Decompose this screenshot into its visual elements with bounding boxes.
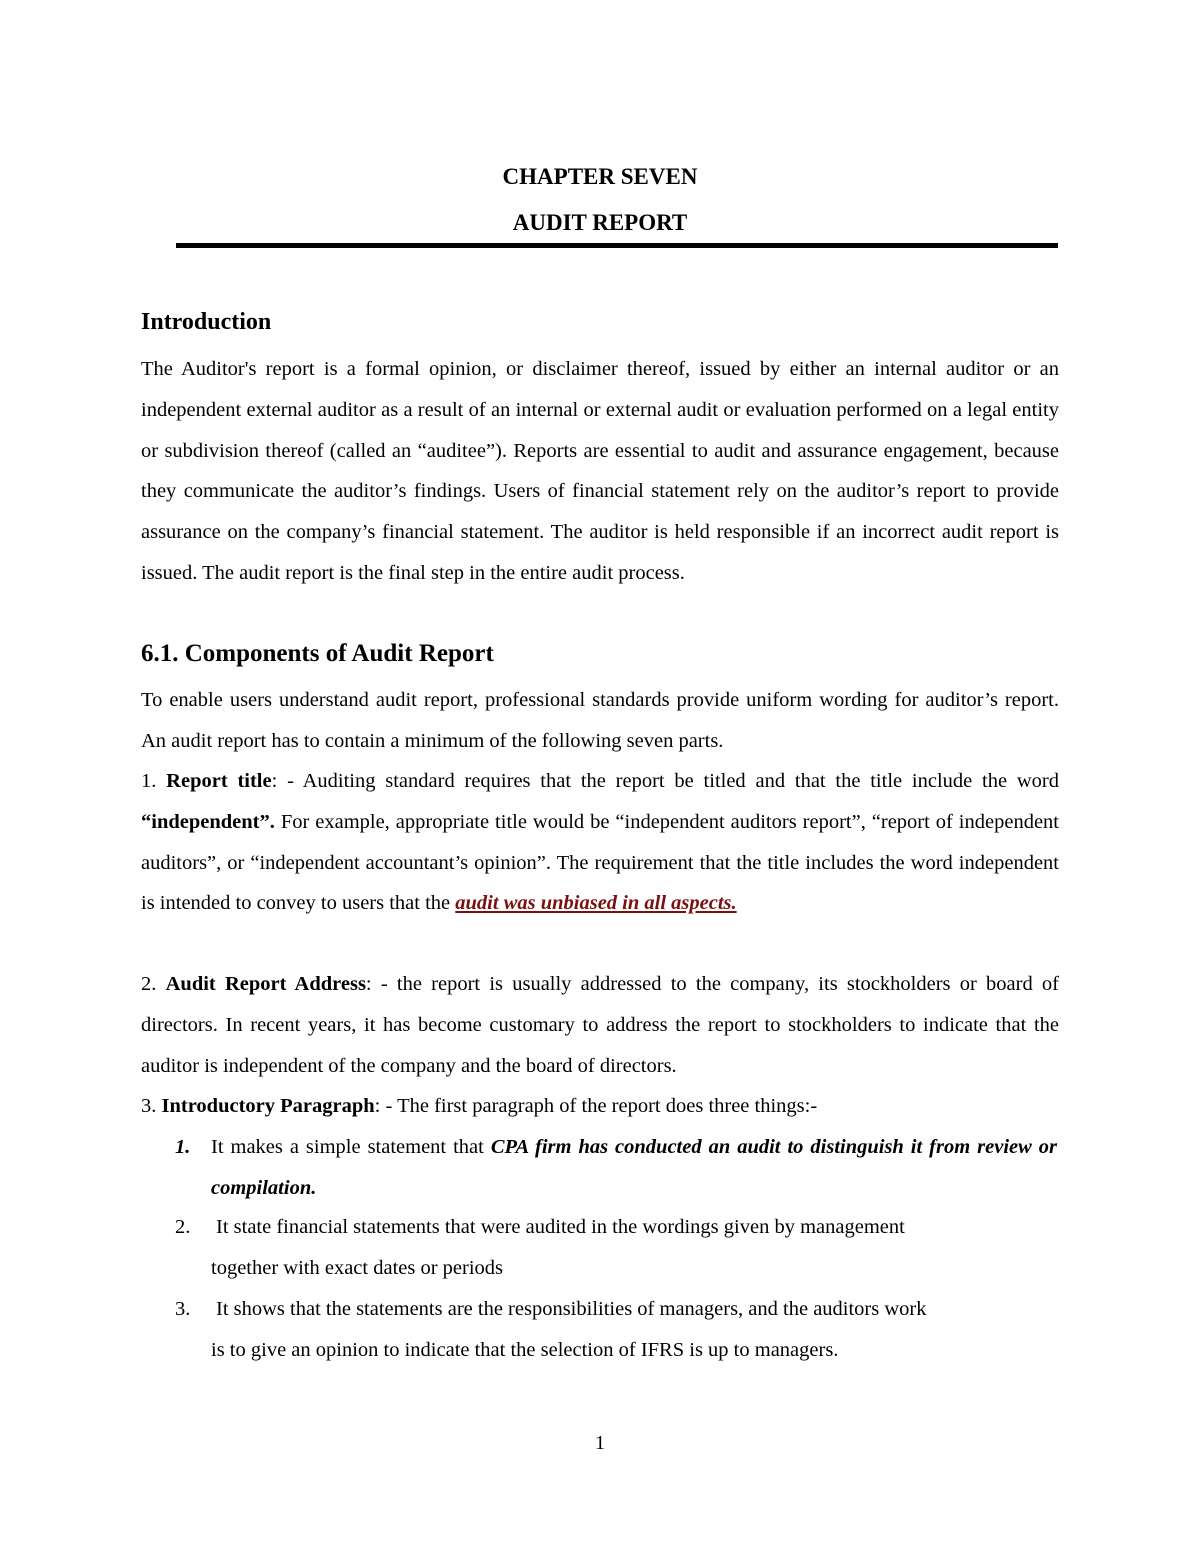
item-number: 3.	[141, 1095, 162, 1117]
sublist-number: 2.	[175, 1216, 191, 1238]
sublist-number: 1.	[175, 1136, 191, 1158]
item-label: Report title	[166, 770, 272, 792]
chapter-title: AUDIT REPORT	[512, 210, 688, 235]
sublist-text: It makes a simple statement that	[211, 1136, 491, 1158]
item-report-title	[141, 761, 1059, 924]
sublist-item	[211, 1127, 1057, 1209]
chapter-label: CHAPTER SEVEN	[502, 164, 698, 189]
introduction-heading: Introduction	[141, 309, 272, 335]
emphasis-independent: “independent”.	[141, 810, 275, 833]
sublist-number: 3.	[175, 1298, 191, 1320]
item-text: : - The first paragraph of the report does three things:-	[374, 1095, 818, 1117]
sublist-text: It state financial statements that were audited in the wordings given by management	[216, 1216, 905, 1238]
introduction-paragraph: The Auditor's report is a formal opinion, or disclaimer thereof, issued by either an internal auditor or an independent external auditor as a result of an internal or external audit or evaluation performed on a legal entity or subdivision thereof (called an “auditee”). Reports are essential to audit and assurance engagement, because they communicate the auditor’s findings. Users of financial statement rely on the auditor’s report to provide assurance on the company’s financial statement. The auditor is held responsible if an incorrect audit report is issued. The audit report is the final step in the entire audit process.	[141, 358, 1059, 584]
item-text: : - the report is usually addressed to the company, its stockholders or board of directors. In recent years, it has become customary to address the report to stockholders to indicate that the auditor is independent of the company and the board of directors.	[141, 973, 1060, 1077]
highlight-unbiased: audit was unbiased in all aspects.	[455, 892, 737, 915]
page-number: 1	[595, 1432, 605, 1454]
item-number: 1.	[141, 770, 167, 792]
title-rule	[176, 243, 1058, 248]
item-report-address	[141, 964, 1059, 1086]
item-label: Introductory Paragraph	[161, 1095, 375, 1117]
section-paragraph: To enable users understand audit report, professional standards provide uniform wording for auditor’s report. An audit report has to contain a minimum of the following seven parts.	[141, 689, 1059, 752]
sublist-text: It shows that the statements are the responsibilities of managers, and the auditors work	[216, 1298, 927, 1320]
sublist-text: is to give an opinion to indicate that the selection of IFRS is up to managers.	[211, 1339, 839, 1361]
item-number: 2.	[141, 973, 166, 995]
sublist-text: together with exact dates or periods	[211, 1257, 504, 1279]
item-text: For example, appropriate title would be “independent auditors report”, “report of independent auditors”, or “independent accountant’s opinion”. The requirement that the title includes the word independent is intended to convey to users that the	[141, 810, 1059, 915]
item-label: Audit Report Address	[165, 973, 366, 995]
section-heading: 6.1. Components of Audit Report	[141, 640, 494, 667]
item-text: : - Auditing standard requires that the report be titled and that the title include the word	[271, 770, 1060, 792]
sublist-emphasis: CPA firm has conducted an audit to distinguish it from review or compilation.	[211, 1136, 1058, 1199]
item-introductory-paragraph	[141, 1086, 1059, 1127]
